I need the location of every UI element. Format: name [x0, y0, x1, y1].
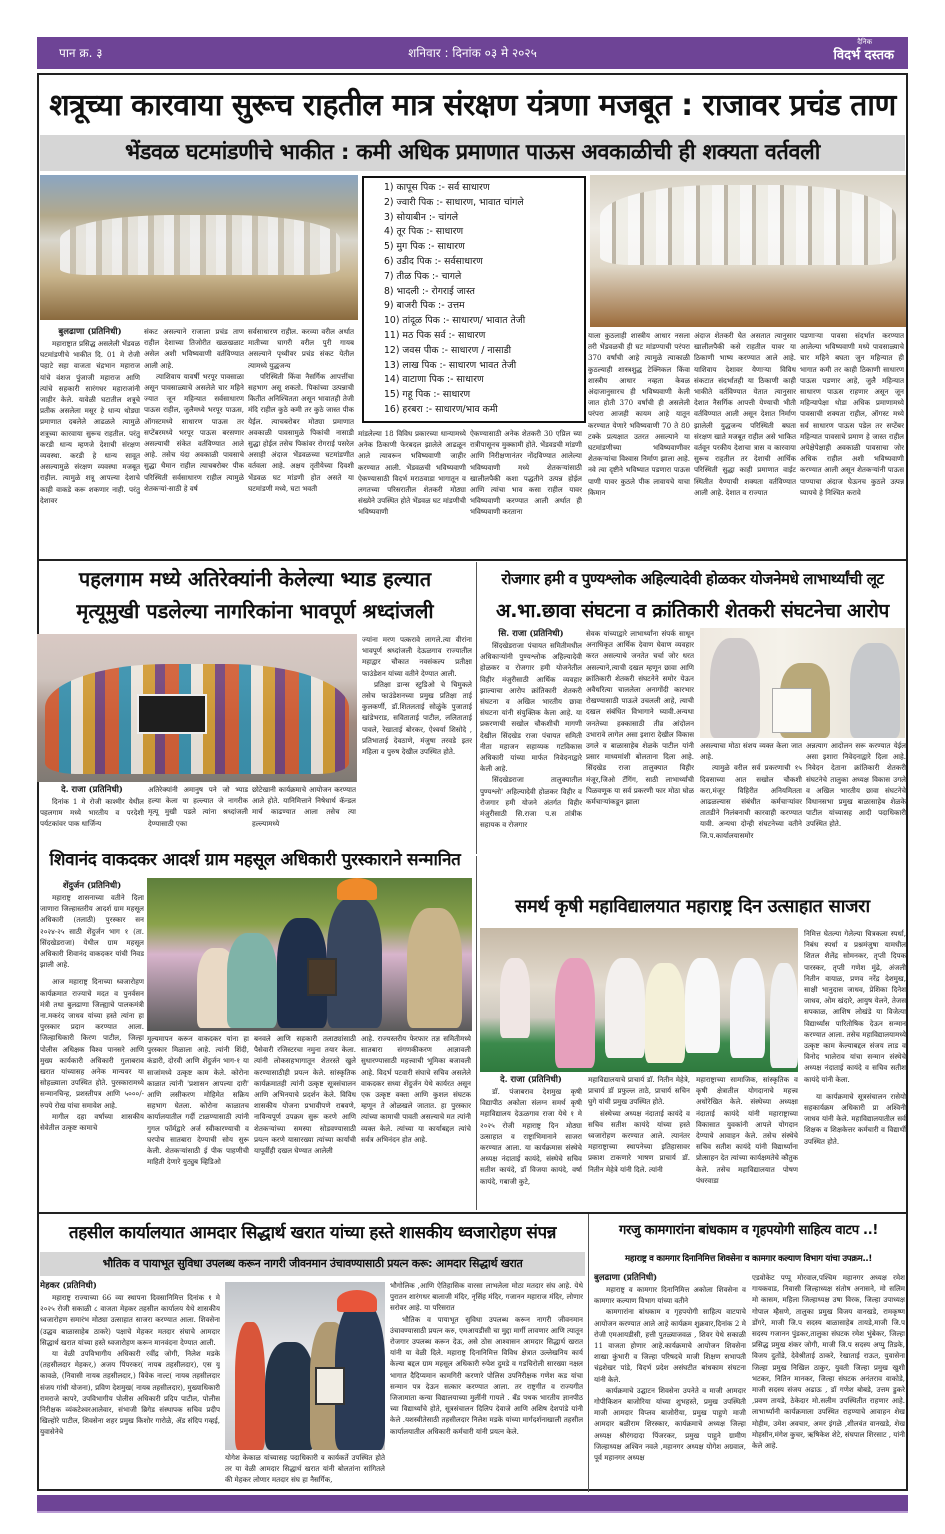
story1-headline: शत्रूच्या कारवाया सुरूच राहतील मात्र संरक्षण यंत्रणा मजबूत : राजावर प्रचंड ताण: [49, 88, 896, 123]
story2-text: ज्यांना मरण पत्करावे लागले.त्या वीरांना भावपूर्ण श्रध्दांजली देऊळगाव राज्यातील महाद्वार चौकात नवसंकल्प प्रतीक्षा फाउंडेशन यांच्या वतीने देण्यात आली.: [362, 635, 472, 678]
story4-text: बनवले आणि सहकारी तलाठ्यांसाठी पैसेवारी रजिस्टरचा नमुना तयार केला. त्यांनी लोकसहभागातून शेतरस्ते खुले करण्यासाठीही प्रयत्न केले. सांस्कृतिक कार्यक्रमातही त्यांनी उत्कृष्ट सूत्रसंचालन आणि अभिनयाचे प्रदर्शन केले. विविध शासकीय योजना प्रभावीपणे राबवणे, नाविन्यपूर्ण उपक्रम सुरू करणे आणि शेतकऱ्यांच्या समस्या सोडवण्यासाठी प्रयत्न करणे यासारख्या त्यांच्या कार्याची यापूर्वीही दखल घेण्यात आलेली: [254, 1034, 356, 1156]
story5-byline: दे. राजा (प्रतिनिधी): [500, 1075, 562, 1085]
story4-col3: [254, 1033, 356, 1208]
story6-text: भौगोलिक ,आणि ऐतिहासिक वारसा लाभलेला मोठा मतदार संघ आहे. येथे पुरातन शारंगधर बालाजी मंदिर, नृसिंह मंदिर, गजानन महाराज मंदिर, लोणार सरोवर आहे. या परिसरात: [390, 1281, 583, 1313]
story1-photo-left: [40, 175, 358, 320]
story2-text: छोटेखानी कार्यक्रमाचे आयोजन करण्यात आले होते. यानिमित्ताने निषेधार्थ कॅन्डल मार्च काढण्यात आला तसेच त्या हल्ल्यामध्ये: [252, 785, 356, 828]
story4-text: आज महाराष्ट्र दिनाच्या ध्वजारोहण कार्यक्रमात राज्याचे मदत व पुनर्वसन मंत्री तथा बुलढाणा जिल्ह्याचे पालकमंत्री ना.मकरंद जाधव यांच्या हस्ते त्यांना हा पुरस्कार प्रदान करण्यात आला. जिल्हाधिकारी किरण पाटील, जिल्हा पोलीस अधिक्षक विश्व पानसरे आणि मुख्य कार्यकारी अधिकारी गुलाबराव खरात यांच्यासह अनेक मान्यवर या सोहळ्याला उपस्थित होते. पुरस्कारामध्ये सन्मानचिन्ह, प्रशस्तीपत्र आणि ५०००/- रुपये रोख यांचा समावेश आहे.: [40, 977, 144, 1110]
story1-col7: [694, 330, 796, 556]
story4-text: मागील दहा वर्षांच्या शासकीय सेवेतील उत्कृष्ट कामाचे: [40, 1111, 144, 1133]
logo-main: विदर्भ दस्तक: [833, 48, 894, 63]
story7-col2: [752, 1272, 905, 1488]
story2-photo: [37, 634, 357, 782]
divider: [588, 1214, 589, 1492]
story5-text: महाविद्यालयाचे प्राचार्य डॉ. नितीन मेहेत्रे, प्राचार्य डॉ प्रफुल्ल ताठे, प्राचार्य सचिन घुगे यांची प्रमुख उपस्थित होते.: [588, 1075, 690, 1107]
story4-text: महाराष्ट्र शासनाच्या वतीने दिला जाणारा जिल्हास्तरीय आदर्श ग्राम महसूल अधिकारी (तलाठी) पुरस्कार सन २०२४-२५ साठी शेंदुर्जन भाग १ (ता. सिंदखेडराजा) येथील ग्राम महसूल अधिकारी शिवानंद वाकदकर यांची निवड झाली आहे.: [40, 893, 144, 970]
story3-photo: [700, 628, 905, 738]
story1-text: अंदाज शेतकरी घेत असतात त्यानुसार खालीलपैकी कसे राहतील यावर या ठिकाणी भाष्य करण्यात आले आहे. याशिवाय देशावर येणाऱ्या विविध संकटात संदर्भातही या ठिकाणी काही भाकीते वर्तविण्यात येतात त्यानुसार देशात नैसर्गिक आपत्ती येण्याची भीती वर्तविण्यात आली असून देशात निर्माण झालेली युद्धजन्य परिस्थिती बघता संरक्षण खाते मजबूत राहील असे भाकित वर्तवून परकीय देशाचा त्रास व कारवाया सुरूच राहतील तर देशाची आर्थिक परिस्थिती सुद्धा काही प्रमाणात वाईट स्थितीत येण्याची शक्यता वर्तविण्यात आली आहे. देशात व राज्यात: [694, 331, 796, 497]
story1-col6: [588, 330, 690, 556]
crop-item: 10) तांदूळ पिक :- साधारण/ भावात तेजी: [384, 315, 526, 327]
story4-col4: [361, 1033, 471, 1208]
divider: [37, 559, 908, 561]
story3-text: सेवक यांच्याद्वारे लाभार्थ्यांना संपर्क साधून अनाधिकृत आर्थिक देवाण घेवाण व्यवहार करत असल्याचे जनतेत चर्चा जोर धरत असल्याने,त्याची दखल म्हणून छावा आणि क्रांतिकारी शेतकरी संघटनेने समोर येऊन अवैधरित्या चाललेला अनागोंदी कारभार रोखण्यासाठी पाऊले उचलली आहे, त्याची दखल संबंधित विभागाने घ्यावी.अन्यथा जनतेच्या हक्कासाठी तीव्र आंदोलन उभारावे लागेल असा इशारा देखील विकास उगले व बाळासाहेब शेळके पाटील यांनी प्रसार माध्यमांशी बोलताना दिला आहे. सिंदखेड राजा तालुक्यात विहीर मंजूर,जिओ टॅगिंग, साठी लाभार्थ्यांची पिळवणूक या सर्व प्रकरणी फार मोठा घोळ कर्मचाऱ्यांकडून झाला: [586, 629, 694, 807]
issue-date: शनिवार : दिनांक ०३ मे २०२५: [408, 46, 537, 60]
story2-col1: [40, 784, 144, 840]
crop-forecast-list: [362, 176, 586, 423]
story1-text: त्याशिवाय यावर्षी भरपूर पावसाळा असून पावसाळ्याचे असलेले चार महिने ज्यात जून महिन्यात सर्वसाधारण पाऊस राहील, जुलैमध्ये भरपूर पाऊस, ऑगस्टमध्ये साधारण पाऊस तर सप्टेंबरमध्ये भरपूर पाऊस बरसणार असल्याची संकेत वर्तविण्यात आले आहे. तसेच यंदा अवकाळी पावसाचे सुद्धा थैमान राहील त्याचबरोबर पीक परिस्थिती सर्वसाधारण राहील त्यामुळे शेतकऱ्यां-साठी हे वर्ष: [144, 371, 244, 493]
crop-item: 5) मुग पिक :- साधारण: [384, 241, 465, 253]
story7-subhead: महाराष्ट्र व कामगार दिनानिमित्त शिवसेना व कामगार कल्याण विभाग यांचा उपक्रम..!: [624, 1254, 873, 1264]
crop-item: 6) उडीद पिक :- सर्वसाधारण: [384, 255, 483, 267]
story2-text: अतिरेक्यांनी अमानुष पने जो भ्याड हल्या केला या हल्ल्यात जे नागरीक मृत्यू मुखी पडले त्यांना श्रध्दांजली देण्यासाठी एका: [148, 785, 248, 828]
story2-col3: [252, 784, 356, 840]
story5-col3: [696, 1074, 798, 1209]
story3-text: अन्नत्याग आदोलन सरू करण्यात येईल असा इशारा निवेदनाद्वारे दिला आहे. निवेदन देताना क्रांतिकारी शेतकरी संघटनेचे तालुका अध्यक्ष विकास उगले व अखिल भारतीय छावा संघटनेचे विधानसभा प्रमुख बाळासाहेब शेळके पाटील यांच्यासह आदी पदाधिकारी उपस्थित होते.: [806, 741, 906, 829]
story3-byline: सि. राजा (प्रतिनिधी): [498, 629, 564, 639]
story2-text: दिनांक 1 मे रोजी काश्मीर येथील पहलगाम मध्ये भारतीय व परदेशी पर्यटकांवर पाक धार्जिन्य: [40, 797, 144, 829]
story7-text: महाराष्ट्र व कामगार दिनानिमित्त अकोला शिवसेना व कामगार कल्याण विभाग यांच्या वतीने: [594, 1285, 746, 1306]
story6-subhead: भौतिक व पायाभूत सुविधा उपलब्ध करून नागरी जीवनमान उंचावण्यासाठी प्रयत्न करू: आमदार सिद्धार्थ खरात: [40, 1252, 585, 1276]
story7-text: कामगारांना बांधकाम व गृहपयोगी साहित्य वाटपाचे आयोजन करण्यात आले आहे कार्यक्रम शुक्रवार,दिनांक 2 मे रोजी एमआयडीसी, हत्ती पुतळ्याजवळ , शिवर येथे सकाळी 11 वाजता होणार आहे.कार्यक्रमाचे आयोजन शिवसेना शाखा कुंभारी व जिल्हा परिषदचे माजी शिक्षण सभापती चंद्रशेखर पांडे, विदर्भ प्रदेश असंघटीत बांधकाम संघटना यांनी केले.: [594, 1307, 746, 1384]
story4-text: मूल्यमापन करून वाकदकर यांना हा पुरस्कार मिळाला आहे. त्यांनी शिंदी, कंडारी, दोरवी आणि शेंदुर्जन भाग-१ या साजांमध्ये उत्कृष्ट काम केले. कोरोना काळात त्यांनी 'प्रशासन आपल्या दारी' आणि लसीकरण मोहिमेत सक्रिय सहभाग घेतला. कोरोना काळातच कार्यालयातील गर्दी टाळण्यासाठी त्यांनी गुगल फॉर्मद्वारे अर्ज स्वीकारण्याची व घरपोच सातबारा देण्याची सोय सुरू केली. शेतकऱ्यांसाठी ई पीक पाहणीची माहिती देणारे युट्युब व्हिडिओ: [147, 1034, 249, 1167]
crop-item: 1) कापूस पिक :- सर्व साधारण: [384, 182, 490, 193]
story6-text: महाराष्ट्र राज्याच्या 66 व्या स्थापना दिवसानिमित्त दिनांक १ मे २०२५ रोजी सकाळी ८ वाजता मेहकर तहसील कार्यालय येथे शासकीय ध्वजारोहण समारंभ मोठ्या उत्साहात साजरा करण्यात आला. शिवसेना (उद्धव बाळासाहेब ठाकरे) पक्षाचे मेहकर मतदार संघाचे आमदार सिद्धार्थ खरात यांच्या हस्ते ध्वजारोहण करून मानवंदना देण्यात आली.: [40, 1293, 220, 1347]
story6-col3: [390, 1280, 583, 1488]
crop-item: 16) हरबरा :- साधारण/भाव कमी: [384, 403, 498, 415]
story1-col1: [40, 326, 140, 556]
story1-text: परिस्थिती किंवा नैसर्गिक आपत्तींचा सहभाग असू शकतो. पिकांच्या उत्पन्नाची कितीत अनिश्चितता असून भावातही तेजी मंदि राहील कुठे कमी तर कुठे जास्त पीक येईल. त्याचबरोबर मोठ्या प्रमाणात अवकाळी पावसामुळे पिकांची नासाडी सुद्धा होईल तसेच पिकांवर रोगराई पसरेल असाही अंदाज भेंडवळच्या घटमांडणीत वर्तवला आहे. अक्षय तृतीयेच्या दिवशी भेंडवळ घट मांडणी होत असते या घटमांडणी मध्ये, घटा भवती: [248, 371, 354, 493]
story1-byline: बुलढाणा (प्रतिनिधी): [58, 327, 122, 337]
crop-item: 13) लाख पिक :- साधारण भावत तेजी: [384, 359, 517, 371]
story6-caption: [225, 1452, 385, 1488]
story6-photo: [225, 1282, 385, 1450]
crop-item: 9) बाजरी पिक :- उत्तम: [384, 300, 465, 312]
story3-headline-line1: रोजगार हमी व पुण्यश्लोक अहिल्यादेवी होळकर योजनेमधे लाभार्थ्यांची लूट: [501, 570, 884, 588]
story5-text: संस्थेच्या अध्यक्ष नंदाताई कायंदे व सचिव सतीश कायंदे यांच्या हस्ते ध्वजारोहण करण्यात आले. त्यानंतर महाराष्ट्राच्या स्थापनेच्या इतिहासावर प्रकाश टाकणारे भाषण प्राचार्य डॉ. नितीन मेहेत्रे यांनी दिले. त्यांनी: [588, 1108, 690, 1174]
story1-col8: [800, 330, 904, 556]
story1-text: ऐकण्यासाठी अनेक शेतकरी 30 एप्रिल च्या रात्रीपासूनच मुक्कामी होते. भेंडवडची मांडणी आणि निरीक्षणानंतर नोंदविण्यात आलेल्या भविष्यवाणी मध्ये शेतकऱ्यांसाठी खालीलपैकी कशा पद्धतीने उत्पन्न होईल आणि त्यांचा भाव कसा राहील यावर भविष्यवाणी करण्यात आली अर्थात ही भविष्यवाणी करताना: [470, 429, 582, 517]
crop-item: 7) तीळ पिक :- चागले: [384, 270, 462, 282]
story6-byline: मेहकर (प्रतिनिधी): [40, 1281, 97, 1291]
story5-text: या कार्यक्रमाचे सूत्रसंचालन रासेयो सहकार्यक्रम अधिकारी प्रा अश्विनी जाधव यांनी केले. महाविद्यालयातील सर्व शिक्षक व शिक्षकेत्तर कर्मचारी व विद्यार्थी उपस्थित होते.: [804, 1091, 906, 1146]
story1-col2: [144, 326, 244, 556]
story1-col5: [470, 428, 582, 556]
story5-text: महाराष्ट्राच्या सामाजिक, सांस्कृतिक व कृषी क्षेत्रातील योगदानाचे महत्त्व अधोरेखित केले. संस्थेच्या अध्यक्षा नंदाताई कायंदे यांनी महाराष्ट्राच्या विकासात युवकांनी आपले योगदान देण्याचे आवाहन केले. तसेच संस्थेचे सचिव सतीश कायंदे यांनी विद्यार्थ्यांना प्रोत्साहन देत त्यांच्या कार्यक्षमतेचे कौतुक केले. तसेच महाविद्यालयात पोषण पंधरवाडा: [696, 1075, 798, 1185]
story2-col2: [148, 784, 248, 840]
story3-col3: [700, 740, 802, 853]
story7-text: कार्यक्रमाचे उद्घाटन शिवसेना उपनेते व माजी आमदार गोपीकिशन बाजोरिया यांच्या शुभहस्ते, प्रमुख उपस्थिती माजी आमदार विप्लव बाजोरीया, प्रमुख पाहुणे माजी आमदार बळीराम शिरस्कार, कार्यक्रमाचे अध्यक्ष जिल्हा अध्यक्ष श्रीरंगदादा पिंजरकर, प्रमुख पाहुने ग्रामीण जिल्हाध्यक्ष अश्विन नवले ,महानगर अध्यक्ष योगेश अग्रवाल, पूर्व महानगर अध्यक्ष: [594, 1385, 746, 1463]
story1-text: महाराष्ट्रात प्रसिद्ध असलेली भेंडवळ घटमांडणीचे भाकीत दि. 01 मे रोजी पहाटे सहा वाजता चंद्रभान महाराज यांचे वंशज पुंजाजी महाराज आणि त्यांचे सहकारी सारंगधर महाराजांनी जाहीर केले. यावेळी घटातील शत्रूचे प्रतीक असलेला मसूर हे धान्य थोड्या प्रमाणात दबलेले आढळले त्यामुळे शत्रूच्या कारवाया सुरूच राहतील. परंतु करडी धान्य म्हणजे देशाची संरक्षण व्यवस्था. करडी हे धान्य सावूत असल्यामुळे संरक्षण व्यवस्था मजबूत राहील. त्यामुळे शत्रू आपल्या देशाचे काही वाकडे करू शकणार नाही. परंतु देशावर: [40, 339, 140, 505]
divider: [476, 856, 477, 1210]
story6-text: योगेश केकाळ यांच्यासह पदाधिकारी व कार्यकर्ते उपस्थित होते तर या वेळी आमदार सिद्धार्थ खरात यांनी बोलतांना सांगितले की मेहकर लोणार मतदार संघ हा नैसर्गिक,: [225, 1453, 385, 1485]
crop-item: 11) मठ पिक सर्व :- साधारण: [384, 329, 486, 341]
story2-headline-line1: पहलगाम मध्ये अतिरेक्यांनी केलेल्या भ्याड हल्यात: [78, 567, 432, 591]
story1-text: संकट असल्याने राजाला प्रचंड ताण राहील देशाच्या तिजोरीत खळखळाट असेल अशी भविष्यवाणी वर्तविण्यात आली आहे.: [144, 327, 244, 370]
story6-text: या वेळी उपविभागीय अधिकारी रवींद्र जोगी, निलेश मडके (तहसीलदार मेहकर,) अजय पिंपरकर( नायब तहसीलदार), एस यू कावळे, (निवासी नायब तहसीलदार,) विवेक नाल्ट( नायब तहसीलदार संजय गांधी योजना), प्रविण देशमुख( नायब तहसीलदार), मुख्याधिकारी रामराजे कापरे, उपविभागीय पोलीस अधिकारी प्रदिप पाटील, पोलीस निरीक्षक व्यंकटेश्वरआलेवार, संभाजी ब्रिगेड संस्थापक सचिव प्रदीप खिल्होरे पाटील, शिवसेना शहर प्रमुख किशोर गारोळे, ॲड संदिप गव्हई, युवासेनेचे: [40, 1349, 220, 1437]
story2-byline: दे. राजा (प्रतिनिधी): [61, 785, 123, 795]
crop-item: 3) सोयाबीन :- चांगले: [384, 211, 459, 223]
story4-headline: शिवानंद वाकदकर आदर्श ग्राम महसूल अधिकारी पुरस्काराने सन्मानित: [49, 850, 461, 870]
story1-text: सर्वसाधारण राहील. करव्या वरील अर्थात मातीच्या घागरी वरील पुरी गायब असल्याने पृथ्वीवर प्रचंड संकट येतील त्यामध्ये युद्धजन्य: [248, 327, 354, 370]
story3-headline-line2: अ.भा.छावा संघटना व क्रांतिकारी शेतकरी संघटनेचा आरोप: [495, 600, 889, 622]
story7-text: एडवोकेट पप्पू मोरवाल,पश्चिम महानगर अध्यक्ष रमेश गायकवाड, निवासी जिल्हाध्यक्ष संतोष अनासने, मो सलिम मो कासम, महिला जिल्हाध्यक्ष उषा विरक, जिल्हा उपाध्यक्ष गोपाल म्हैसणे, तालुका प्रमुख विजय वानखडे, रामकृष्ण डोंगरे, माजी जि.प सदस्य बाळासाहेब तायडे,माजी जि.प सदस्य गजानन पुंडकर,तालुका संघटक रमेश भुंबेकर, जिल्हा प्रसिद्ध प्रमुख शंकर जोगी, माजी जि.प सदस्य अप्पु तिडके, विजय दुतोंडे, देवेश्रीताई ठाकरे, रेखाताई राऊत, युवासेना जिल्हा प्रमुख निखिल ठाकुर, युवती जिल्हा प्रमुख खुशी भटकर, नितिन मानकर, जिल्हा संघटक अनंतराव वाकोडे, माजी सदस्य संजय अढाऊ , डॉ गणेश बोबडे, उत्तम डुकरे ,प्रवण तायडे, ठेकेदार मो.सलीम उपस्थितीत राहणार आहे. लाभार्थ्यांनी कार्यक्रमाला उपस्थित राहण्याचे आवाहन शेख मोहीम, उमेश अवचार, अमर इंगळे ,शीलवंत वानखडे, शेख मोहसीन,मंगेश कुचर, ऋषिकेश शेटे, संघपाल शिरसाट , यांनी केले आहे.: [752, 1273, 905, 1451]
crop-item: 14) वाटाणा पिक :- साधारण: [384, 374, 484, 386]
story7-byline: बुलढाणा (प्रतिनिधी): [594, 1273, 658, 1283]
story2-col4: [362, 634, 472, 840]
story5-headline: समर्थ कृषी महाविद्यालयात महाराष्ट्र दिन उत्साहात साजरा: [515, 896, 870, 917]
story1-subhead: भेंडवळ घटमांडणीचे भाकीत : कमी अधिक प्रमाणात पाऊस अवकाळीची ही शक्यता वर्तवली: [40, 135, 905, 171]
header-bar: [37, 37, 908, 69]
story1-photo-right: [590, 175, 906, 327]
story5-text: निमित्त घेतल्या गेलेल्या चित्रकला स्पर्धा, निबंध स्पर्धा व प्रश्नमंजुषा यामधील शितल शैलेंद्र सोमनकर, तृप्ती दिपक पारस्कर, तृप्ती गणेश मुंढे, अंजली नितीन वायाळ, प्रणव नरेंद्र देशमुख, साक्षी भानुदास जाधव, प्रेशिका दिनेश जाधव, ओम खंदारे, आयुष येलने, तेजस सपकाळ, आशिष लोखंडे या विजेत्या विद्यार्थ्यांस पारितोषिक देऊन सन्मान करण्यात आला. तसेच महाविद्यालयामध्ये उत्कृष्ट काम केल्याबद्दल संजय लाड व विनोद भालेराव यांचा सन्मान संस्थेचे अध्यक्ष नंदाताई कायंदे व सचिव सतीश कायंदे यांनी केला.: [804, 929, 906, 1084]
story5-photo: [480, 928, 798, 1072]
crop-item: 15) गहू पिक :- साधारण: [384, 389, 471, 401]
logo-small: दैनिक: [857, 38, 872, 46]
story1-col3: [248, 326, 354, 556]
story1-text: याला कुठलाही शास्त्रीय आधार नसला तरी भेंडवळची ही घट मांडण्याची परंपरा 370 वर्षांची आहे त्यामुळे त्याकाळी कुठल्याही शास्त्रशुद्ध टेक्निकल किंवा शास्त्रीय आधार नव्हता केवळ अंदाजानुसारच ही भविष्यवाणी केली जात होती 370 वर्षांची ही असलेली परंपरा आजही कायम आहे यातून करण्यात येणारे भविष्यवाणी 70 ते 80 टक्के प्रत्यक्षात उतरत असल्याने या घटमांडणीच्या भविष्यवाणीवर शेतकऱ्यांचा विश्वास निर्माण झाला आहे. नवे त्या दृष्टीने भविष्यात पडणारा पाऊस पाणी यावर कुठले पीक लावायचे याचा किमान: [588, 331, 690, 497]
divider: [476, 562, 477, 854]
footer-bar: [37, 1495, 908, 1513]
story4-col1: [40, 880, 144, 1210]
crop-item: 4) तूर पिक :- साधारण: [384, 226, 464, 238]
story4-col2: [147, 1033, 249, 1208]
story2-headline-line2: मृत्यूमुखी पडलेल्या नागरिकांना भावपूर्ण श्रध्दांजली: [76, 599, 434, 623]
story3-col1: [480, 628, 582, 853]
story3-text: त्यामुळे वरील सर्व प्रकरणाची १५ दिवसाच्या आत सखोल चौकशी करा,मंजूर विहिरीत अनियमितता आढळल्यास संबंधीत कर्मचाऱ्यांवर तातडीने निलंबनाची कारवाही करण्यात यावी. अन्यथा दोन्ही संघटनेच्या वतीने जि.प.कार्यालयासमोर: [700, 763, 802, 840]
story6-col1: [40, 1280, 220, 1488]
story4-byline: शेंदुर्जन (प्रतिनिधी): [62, 881, 122, 891]
crop-item: 12) जवस पीक :- साधारण / नासाडी: [384, 344, 511, 356]
story7-headline: गरजु कामगारांना बांधकाम व गृहपयोगी साहित्य वाटप ..!: [619, 1223, 878, 1238]
story4-photo: [147, 878, 472, 1031]
story3-text: असल्याचा मोठा संशय व्यक्त केला जात आहे.: [700, 741, 802, 762]
story3-col4: [806, 740, 906, 853]
story6-text: भौतिक व पायाभूत सुविधा उपलब्ध करून नागरी जीवनमान उंचावण्यासाठी प्रयत्न करु, एमआयडीसी चा मुद्दा मार्गी लावणार आणि त्यातून रोजगार उपलब्ध करून देऊ, असे ठोस आश्वासन आमदार सिद्धार्थ खरात यांनी या वेळी दिले. महाराष्ट्र दिनानिमित्त विविध क्षेत्रात उल्लेखनिय कार्य केल्या बद्दल ग्राम महसूल अधिकारी रुपेश दुमडे व गडचिरोली सारख्या नक्षल भागात दैदिप्यमान कामगिरी करणारे पोलिस उपनिरीक्षक गणेश कड यांचा सन्मान पत्र देऊन सत्कार करण्यात आला. तर राष्ट्रगीत व राज्यगीत जिजामाता कन्या विद्यालयाच्या मुलींनी गायले . बँड पथक भारतीय ज्ञानपीठ च्या विद्यार्थ्यांचे होते, सूत्रसंचालन दिलिप देवाजे आणि अशिष देशपांडे यांनी केले .यशस्वीतेसाठी तहसीलदार निलेश मडके यांच्या मार्गदर्शनाखाली तहसील कार्यालयातील अधिकारी कर्मचारी यांनी प्रयत्न केले.: [390, 1314, 583, 1436]
divider: [37, 1212, 908, 1214]
story3-col2: [586, 628, 694, 853]
story1-text: पडणाऱ्या पावसा संदर्भात करण्यात आलेल्या भविष्यवाणी मध्ये पावसाळ्याचे चार महिने बघता जुन महिन्यात ही भागात कमी तर काही ठिकाणी साधारण पाऊस पडणार आहे, जुलै महिन्यात साधारण पाऊस राहणार असून जून महिन्यापेक्षा थोडा अधिक प्रमाणामध्ये पावसाची शक्यता राहील, ऑगस्ट मध्ये सर्व साधारण पाऊस पडेल तर सप्टेंबर महिन्यात पावसाचे प्रमाण हे जास्त राहील अपेक्षेपेक्षाही अवकाळी पावसाचा जोर अधिक राहील अशी भविष्यवाणी करण्यात आली असून शेतकऱ्यांनी पाऊस पाण्याचा अंदाज घेऊनच कुठले उत्पन्न घ्यायचे हे निश्चित करावे: [800, 331, 904, 497]
story7-col1: [594, 1272, 746, 1488]
story4-text: आहे. राज्यस्तरीय फेरफार तज्ञ समितीमध्ये सातबारा संगणकीकरण आज्ञावली सुधारण्यासाठी महत्त्वाची भूमिका बजावली आहे. विदर्भ पटवारी संघाचे सचिव असलेले वाकदकर सध्या शेंदुर्जन येथे कार्यरत असून एक उत्कृष्ट वक्ता आणि कुशल संघटक म्हणून ते ओळखले जातात. हा पुरस्कार त्यांच्या कामाची पावती असल्याचे मत त्यांनी व्यक्त केले. त्यांच्या या कार्याबद्दल त्यांचे सर्वत्र अभिनंदन होत आहे.: [361, 1034, 471, 1144]
story3-text: सिंदखेडराजा तालुक्यातील पुण्यश्लो' अहिल्यादेवी होळकर विहीर व रोजगार हमी योजने अंतर्गत विहीर मंजुरीसाठी सि.राजा प.स तांत्रीक सहायक व रोजगार: [480, 775, 582, 830]
story2-text: प्रतिक्षा डान्स स्टुडिओ चे चिमुकले तसेच फाउंडेशनच्या प्रमुख प्रतिक्षा ताई कुलकर्णी, डॉ.शितलताई सोळुंके पुजाताई खांडेभराड, सविताताई पाटील, ललिताताई पावले, रेखाताई बोरकर, ऐश्वर्या शिसोदे , प्रतिभाताई देवठाणे, मंजुषा तरवडे इतर महिला व पुरुष देखील उपस्थित होते.: [362, 679, 472, 757]
story5-col4: [804, 928, 906, 1208]
story3-text: सिंदखेडराजा पंचायत समितीमधील अधिकाऱ्यांनी पुण्यश्लोक अहिल्यादेवी होळकर व रोजगार हमी योजनेतील विहीर मंजुरीसाठी आर्थिक व्यवहार झाल्याचा आरोप क्रांतिकारी शेतकरी संघटना व अखिल भारतीय छावा संघटना यांनी संयुक्तिक केला आहे. या प्रकरणाची सखोल चौकशीची मागणी देखील सिंदखेड राजा पंचायत समिती नीता महाजन सहाय्यक गटविकास अधिकारी यांच्या मार्फत निवेदनाद्वारे केली आहे.: [480, 641, 582, 774]
story5-col1: [480, 1074, 582, 1209]
crop-item: 2) ज्वारी पिक :- साधारण, भावात चांगले: [384, 196, 524, 208]
story5-col2: [588, 1074, 690, 1209]
story1-text: मांडलेल्या 18 विविध प्रकारच्या धान्यामध्ये अनेक ठिकाणी फेरबदल झालेले आढळून आले त्यावरून भविष्यवाणी जाहीर करण्यात आली. भेंडवळची भविष्यवाणी ऐकण्यासाठी विदर्भ मराठवाडा भागातून व लगतच्या परिसरातील शेतकरी मोठ्या संख्येने उपस्थित होते भेंडवळ घट मांडणीची भविष्यवाणी: [358, 429, 466, 517]
masthead-logo: [833, 39, 894, 62]
story1-col4: [358, 428, 466, 556]
page-number: पान क्र. ३: [59, 46, 103, 60]
story6-headline: तहसील कार्यालयात आमदार सिद्धार्थ खरात यांच्या हस्ते शासकीय ध्वजारोहण संपन्न: [68, 1223, 557, 1243]
story5-text: डॉ. पंजाबराव देशमुख कृषी विद्यापीठ अकोला संलग्न समर्थ कृषी महाविद्यालय देऊळगाव राजा येथे १ मे २०२५ रोजी महाराष्ट्र दिन मोठ्या उत्साहात व राष्ट्राभिमानाने साजरा करण्यात आला. या कार्यक्रमास संस्थेचे अध्यक्ष नंदाताई कायंदे, संस्थेचे सचिव सतीश कायंदे, डॉ विजया कायंदे, वर्षा कायंदे, गबाजी कुटे,: [480, 1087, 582, 1186]
crop-item: 8) भादली :- रोगराई जास्त: [384, 285, 475, 297]
